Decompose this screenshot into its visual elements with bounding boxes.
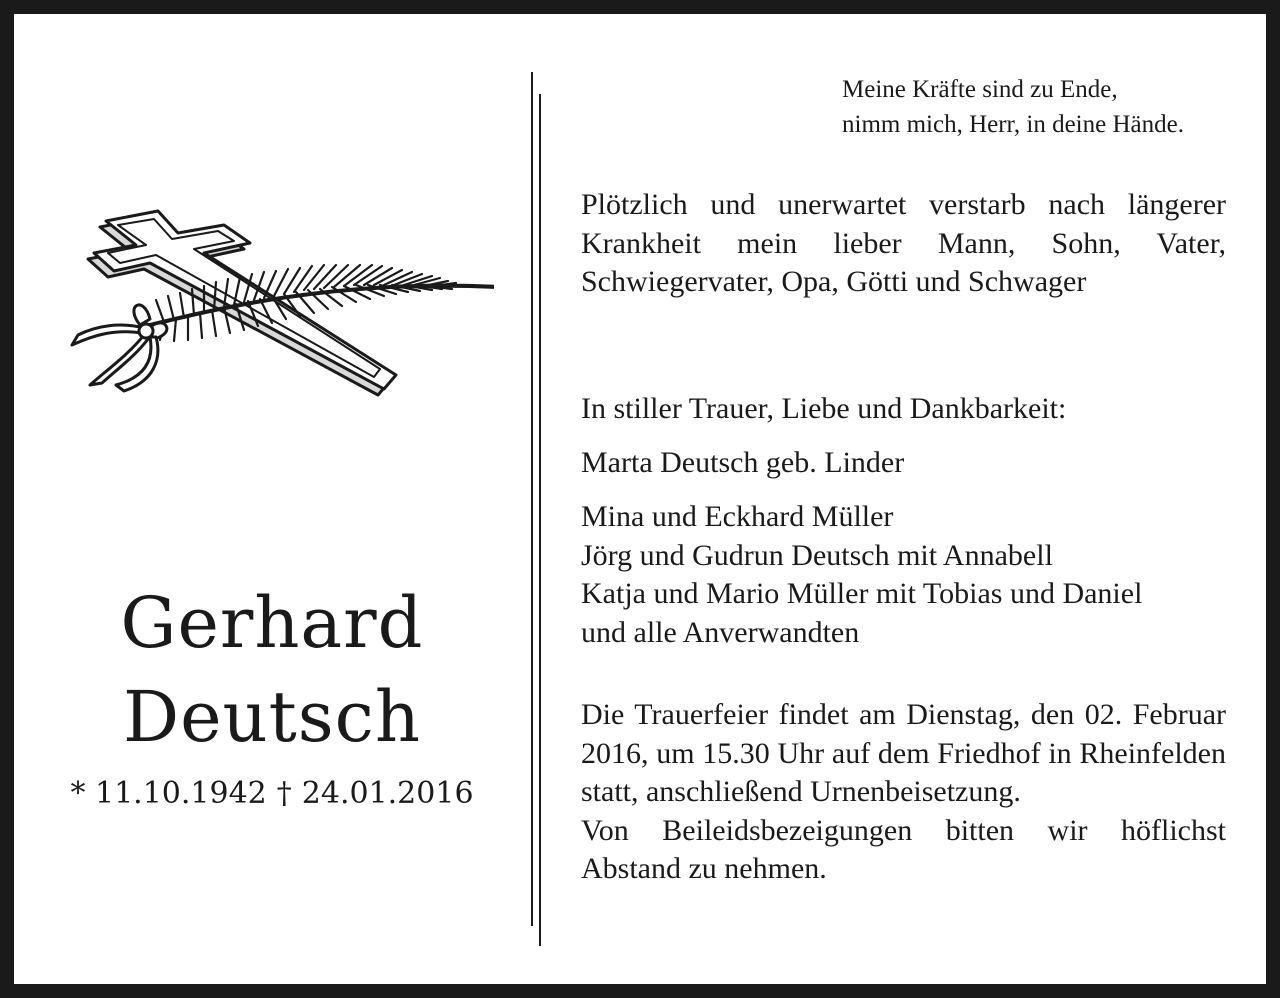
quote-line: nimm mich, Herr, in deine Hände.	[842, 111, 1184, 138]
family-member: Jörg und Gudrun Deutsch mit Annabell	[581, 538, 1053, 572]
obituary-card	[14, 14, 1266, 984]
birth-date: 11.10.1942	[94, 776, 267, 811]
life-dates	[34, 774, 510, 814]
family-member: Katja und Mario Müller mit Tobias und Daniel	[581, 577, 1143, 610]
funeral-details: Die Trauerfeier findet am Dienstag, den 02. Februar 2016, um 15.30 Uhr auf dem Friedhof in Rheinfelden statt, anschließend Urnenbeisetzung.	[581, 698, 1226, 808]
birth-symbol: *	[70, 776, 86, 811]
deceased-last-name: Deutsch	[123, 676, 421, 758]
death-cross-symbol: †	[276, 776, 292, 811]
funeral-notice	[581, 696, 1226, 889]
family-member: und alle Anverwandten	[581, 615, 860, 649]
death-announcement: Plötzlich und unerwartet verstarb nach längerer Krankheit mein lieber Mann, Sohn, Vater, Schwiegervater, Opa, Götti und Schwager	[581, 188, 1226, 298]
bible-quote	[842, 72, 1252, 142]
cross-with-palm-branch-icon	[54, 209, 494, 399]
quote-line: Meine Kräfte sind zu Ende,	[842, 76, 1118, 103]
deceased-first-name: Gerhard	[120, 582, 424, 664]
divider-line-left	[531, 72, 533, 926]
spouse-name: Marta Deutsch geb. Linder	[581, 446, 905, 479]
condolence-request: Von Beileidsbezeigungen bitten wir höflichst Abstand zu nehmen.	[581, 813, 1226, 885]
divider-line-right	[539, 94, 541, 946]
mourning-intro: In stiller Trauer, Liebe und Dankbarkeit:	[581, 392, 1067, 425]
death-date: 24.01.2016	[301, 776, 474, 811]
family-member: Mina und Eckhard Müller	[581, 500, 894, 533]
family-list	[581, 498, 1226, 652]
